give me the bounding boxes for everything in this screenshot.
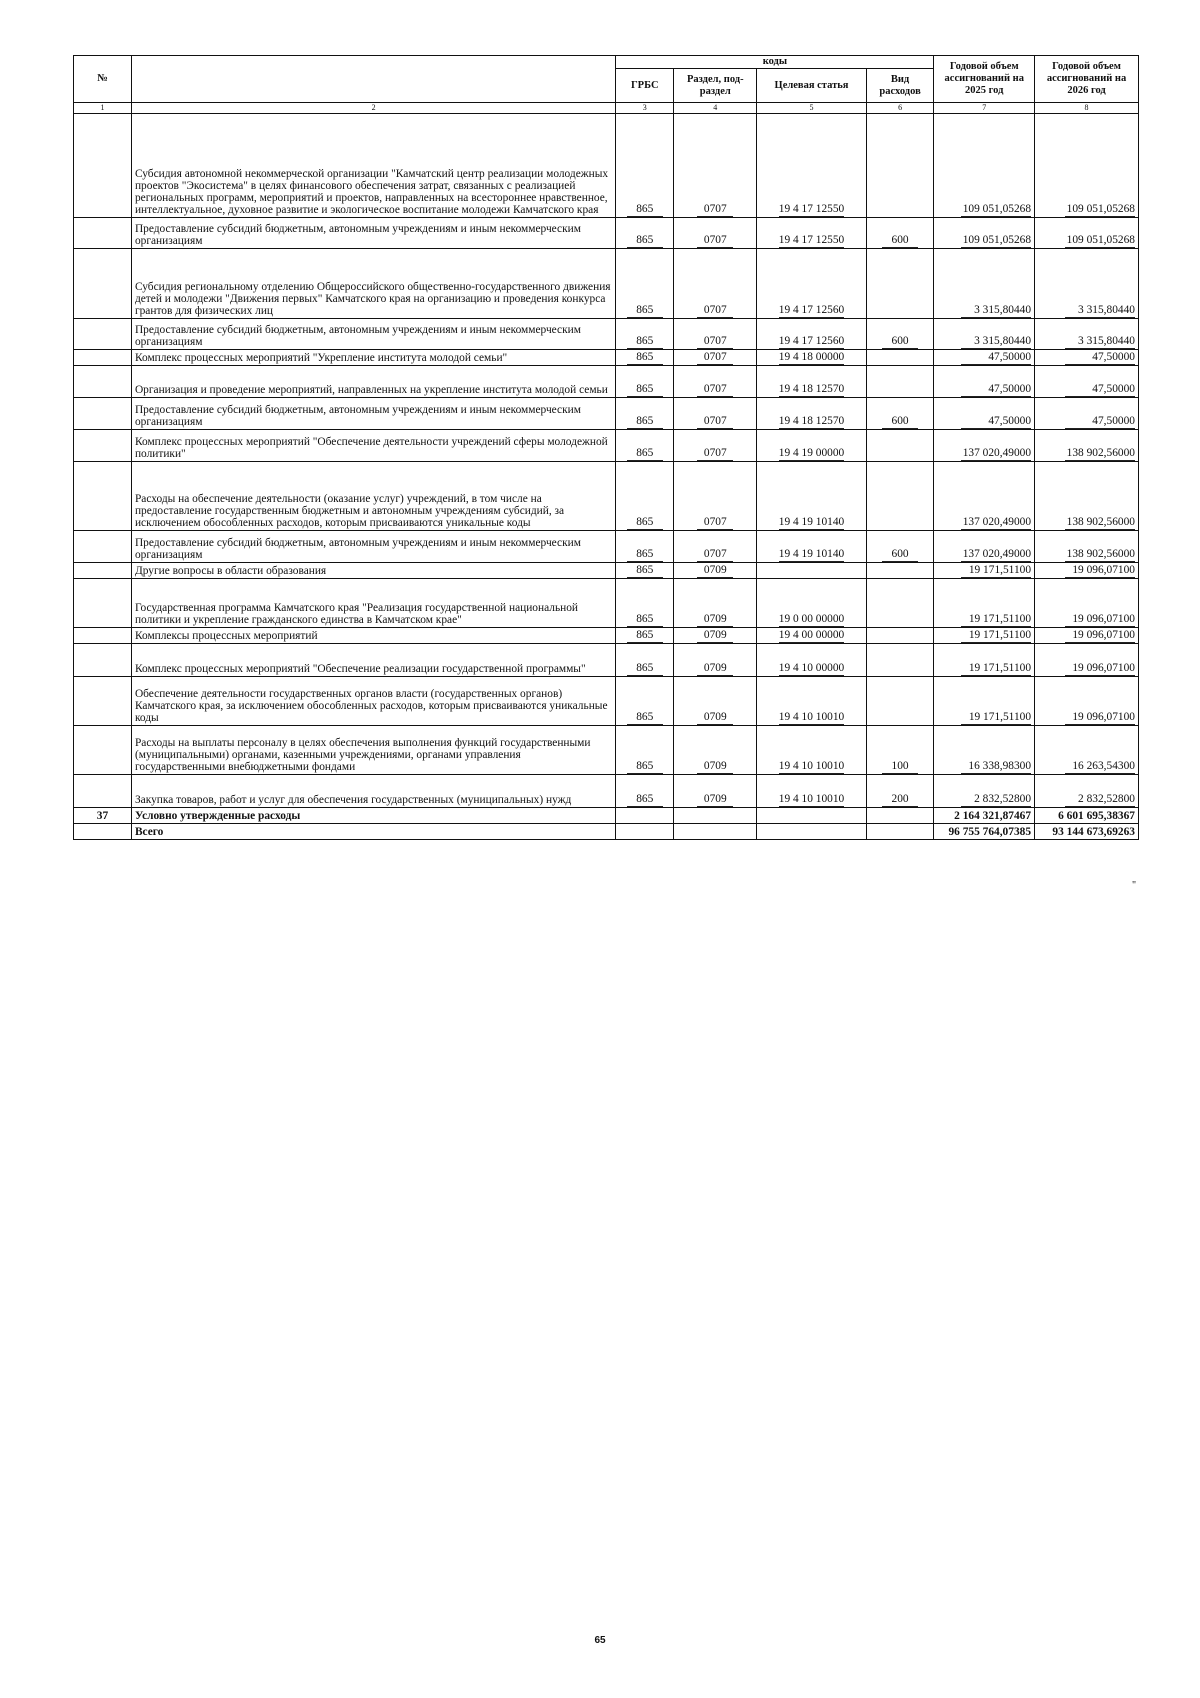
cell-value: 47,50000	[961, 416, 1031, 429]
cell-value: 0709	[697, 614, 733, 627]
cell-value: 0709	[697, 663, 733, 676]
column-numbers-row	[74, 103, 1139, 114]
cell-y2026	[1035, 350, 1139, 366]
cell-grbs	[616, 531, 674, 563]
cell-value: 47,50000	[1065, 416, 1135, 429]
cell-grbs	[616, 775, 674, 808]
cell-value: 138 902,56000	[1066, 548, 1135, 561]
cell-grbs	[616, 563, 674, 579]
cell-y2025	[934, 218, 1035, 249]
cell-value: 865	[627, 549, 663, 562]
cell-value: 19 4 17 12550	[778, 203, 845, 216]
cell-value: 0707	[697, 448, 733, 461]
cell-grbs	[616, 824, 674, 840]
table-row	[74, 531, 1139, 563]
table-row	[74, 563, 1139, 579]
cell-num	[74, 644, 132, 677]
cell-name: Комплекс процессных мероприятий "Обеспечение реализации государственной программы"	[131, 644, 615, 677]
cell-y2025	[934, 775, 1035, 808]
cell-section	[674, 249, 757, 319]
cell-target	[757, 531, 866, 563]
cell-grbs	[616, 644, 674, 677]
cell-value: 47,50000	[1065, 352, 1135, 365]
table-row	[74, 775, 1139, 808]
cell-y2026	[1035, 319, 1139, 350]
table-row	[74, 808, 1139, 824]
cell-value: 865	[627, 336, 663, 349]
cell-value: 19 4 18 12570	[778, 415, 845, 428]
cell-value: 19 4 17 12560	[778, 304, 845, 317]
cell-target	[757, 775, 866, 808]
cell-y2026	[1035, 249, 1139, 319]
cell-y2026	[1035, 430, 1139, 462]
cell-value: 865	[627, 352, 663, 365]
cell-value: 0707	[697, 416, 733, 429]
cell-target	[757, 628, 866, 644]
cell-value: 19 4 18 12570	[778, 383, 845, 396]
cell-grbs	[616, 350, 674, 366]
cell-value: 109 051,05268	[1066, 234, 1135, 247]
cell-value: 138 902,56000	[1066, 516, 1135, 529]
cell-target	[757, 563, 866, 579]
cell-value: 19 171,51100	[961, 565, 1031, 578]
budget-table	[73, 55, 1139, 840]
cell-section	[674, 775, 757, 808]
cell-value: 19 096,07100	[1065, 630, 1135, 643]
column-number: 7	[934, 103, 1035, 114]
cell-value: 19 4 10 10010	[778, 793, 845, 806]
cell-y2025: 2 164 321,87467	[934, 808, 1035, 824]
cell-section	[674, 366, 757, 398]
cell-name: Комплексы процессных мероприятий	[131, 628, 615, 644]
cell-name: Предоставление субсидий бюджетным, автономным учреждениям и иным некоммерческим организациям	[131, 531, 615, 563]
column-number: 8	[1035, 103, 1139, 114]
cell-value: 0709	[697, 565, 733, 578]
cell-value: 109 051,05268	[962, 234, 1032, 247]
header-name	[131, 56, 615, 103]
cell-kind	[866, 824, 934, 840]
table-row	[74, 249, 1139, 319]
cell-y2025	[934, 531, 1035, 563]
cell-value: 865	[627, 416, 663, 429]
cell-grbs	[616, 462, 674, 531]
cell-value: 16 263,54300	[1065, 761, 1135, 774]
cell-section	[674, 218, 757, 249]
cell-grbs	[616, 579, 674, 628]
cell-num	[74, 366, 132, 398]
cell-num	[74, 726, 132, 775]
cell-value: 19 4 17 12560	[778, 335, 845, 348]
cell-value: 138 902,56000	[1066, 447, 1135, 460]
cell-kind	[866, 218, 934, 249]
cell-kind	[866, 114, 934, 218]
cell-value: 19 096,07100	[1065, 663, 1135, 676]
table-row	[74, 628, 1139, 644]
cell-grbs	[616, 430, 674, 462]
cell-y2025	[934, 563, 1035, 579]
cell-value: 600	[882, 549, 918, 562]
cell-y2025	[934, 644, 1035, 677]
cell-grbs	[616, 677, 674, 726]
cell-value: 0707	[697, 204, 733, 217]
cell-kind	[866, 249, 934, 319]
cell-y2025	[934, 462, 1035, 531]
cell-num	[74, 775, 132, 808]
page-number: 65	[594, 1635, 606, 1646]
cell-y2025	[934, 430, 1035, 462]
column-number: 1	[74, 103, 132, 114]
cell-y2025	[934, 319, 1035, 350]
cell-grbs	[616, 319, 674, 350]
cell-num	[74, 319, 132, 350]
cell-grbs	[616, 114, 674, 218]
cell-target	[757, 366, 866, 398]
cell-value: 600	[882, 416, 918, 429]
cell-y2025	[934, 350, 1035, 366]
cell-value: 865	[627, 565, 663, 578]
cell-y2026	[1035, 114, 1139, 218]
cell-section	[674, 628, 757, 644]
cell-value: 865	[627, 448, 663, 461]
cell-y2025	[934, 579, 1035, 628]
cell-num	[74, 579, 132, 628]
cell-target	[757, 808, 866, 824]
cell-value: 100	[882, 761, 918, 774]
cell-section	[674, 579, 757, 628]
cell-name: Предоставление субсидий бюджетным, автономным учреждениям и иным некоммерческим организациям	[131, 398, 615, 430]
cell-section	[674, 726, 757, 775]
cell-y2025	[934, 677, 1035, 726]
cell-value: 19 0 00 00000	[778, 613, 845, 626]
cell-target	[757, 726, 866, 775]
header-codes: коды	[616, 56, 934, 69]
cell-value: 19 096,07100	[1065, 614, 1135, 627]
cell-value: 137 020,49000	[962, 516, 1032, 529]
cell-kind	[866, 531, 934, 563]
cell-value: 19 4 18 00000	[778, 351, 845, 364]
cell-y2026	[1035, 398, 1139, 430]
cell-target	[757, 218, 866, 249]
cell-num	[74, 563, 132, 579]
table-body	[74, 114, 1139, 840]
cell-y2026	[1035, 531, 1139, 563]
cell-value: 16 338,98300	[961, 761, 1031, 774]
cell-value: 0707	[697, 549, 733, 562]
cell-value: 865	[627, 663, 663, 676]
cell-num	[74, 628, 132, 644]
cell-value: 600	[882, 235, 918, 248]
cell-target	[757, 114, 866, 218]
column-number: 4	[674, 103, 757, 114]
cell-value: 19 4 19 00000	[778, 447, 845, 460]
cell-target	[757, 579, 866, 628]
table-row	[74, 824, 1139, 840]
cell-value: 865	[627, 204, 663, 217]
cell-num	[74, 462, 132, 531]
cell-value: 0709	[697, 712, 733, 725]
cell-y2026	[1035, 677, 1139, 726]
cell-grbs	[616, 628, 674, 644]
cell-name: Субсидия региональному отделению Общероссийского общественно-государственного движения детей и молодежи "Движения первых" Камчатского края на организацию и проведения конкурса грантов для физических лиц	[131, 249, 615, 319]
cell-section	[674, 563, 757, 579]
cell-num	[74, 531, 132, 563]
cell-y2026	[1035, 579, 1139, 628]
cell-section	[674, 808, 757, 824]
cell-target	[757, 824, 866, 840]
cell-num	[74, 218, 132, 249]
column-number: 6	[866, 103, 934, 114]
cell-value: 19 4 00 00000	[778, 629, 845, 642]
cell-kind	[866, 319, 934, 350]
cell-y2026	[1035, 563, 1139, 579]
cell-grbs	[616, 808, 674, 824]
cell-value: 19 4 10 10010	[778, 760, 845, 773]
cell-value: 0709	[697, 794, 733, 807]
cell-target	[757, 319, 866, 350]
cell-value: 19 171,51100	[961, 663, 1031, 676]
cell-y2025: 96 755 764,07385	[934, 824, 1035, 840]
cell-num	[74, 249, 132, 319]
cell-value: 19 171,51100	[961, 712, 1031, 725]
cell-y2026	[1035, 366, 1139, 398]
cell-value: 19 096,07100	[1065, 712, 1135, 725]
table-row	[74, 366, 1139, 398]
cell-section	[674, 319, 757, 350]
cell-value: 2 832,52800	[1065, 794, 1135, 807]
cell-value: 47,50000	[961, 352, 1031, 365]
cell-num	[74, 398, 132, 430]
cell-value: 865	[627, 517, 663, 530]
cell-name: Закупка товаров, работ и услуг для обеспечения государственных (муниципальных) нужд	[131, 775, 615, 808]
cell-name: Расходы на выплаты персоналу в целях обеспечения выполнения функций государственными (муниципальными) органами, казенными учреждениями, органами управления государственными внебюджетными фондами	[131, 726, 615, 775]
cell-kind	[866, 726, 934, 775]
cell-y2026	[1035, 218, 1139, 249]
cell-value: 19 4 10 10010	[778, 711, 845, 724]
table-row	[74, 114, 1139, 218]
table-row	[74, 430, 1139, 462]
column-number: 5	[757, 103, 866, 114]
table-row	[74, 579, 1139, 628]
closing-quote-mark: "	[1132, 880, 1137, 891]
cell-y2025	[934, 628, 1035, 644]
cell-value: 200	[882, 794, 918, 807]
cell-kind	[866, 579, 934, 628]
cell-section	[674, 462, 757, 531]
cell-value: 19 096,07100	[1065, 565, 1135, 578]
cell-section	[674, 430, 757, 462]
cell-target	[757, 398, 866, 430]
column-number: 2	[131, 103, 615, 114]
cell-section	[674, 531, 757, 563]
cell-value: 0707	[697, 235, 733, 248]
cell-value: 865	[627, 761, 663, 774]
header-2026: Годовой объем ассигнований на 2026 год	[1035, 56, 1139, 103]
cell-value: 0707	[697, 352, 733, 365]
cell-y2026	[1035, 726, 1139, 775]
header-kind: Вид расходов	[866, 69, 934, 103]
header-grbs: ГРБС	[616, 69, 674, 103]
cell-grbs	[616, 398, 674, 430]
cell-target	[757, 249, 866, 319]
cell-section	[674, 644, 757, 677]
cell-name: Комплекс процессных мероприятий "Укрепление института молодой семьи"	[131, 350, 615, 366]
cell-name: Организация и проведение мероприятий, направленных на укрепление института молодой семьи	[131, 366, 615, 398]
cell-target	[757, 350, 866, 366]
cell-value: 19 4 19 10140	[778, 548, 845, 561]
cell-num	[74, 824, 132, 840]
cell-section	[674, 677, 757, 726]
cell-name: Всего	[131, 824, 615, 840]
cell-target	[757, 677, 866, 726]
cell-kind	[866, 563, 934, 579]
cell-name: Государственная программа Камчатского края "Реализация государственной национальной политики и укрепление гражданского единства в Камчатском крае"	[131, 579, 615, 628]
cell-section	[674, 824, 757, 840]
cell-name: Другие вопросы в области образования	[131, 563, 615, 579]
cell-y2026	[1035, 628, 1139, 644]
column-number: 3	[616, 103, 674, 114]
cell-value: 0709	[697, 630, 733, 643]
cell-value: 137 020,49000	[962, 548, 1032, 561]
cell-value: 865	[627, 614, 663, 627]
cell-kind	[866, 775, 934, 808]
cell-name: Субсидия автономной некоммерческой организации "Камчатский центр реализации молодежных проектов "Экосистема" в целях финансового обеспечения затрат, связанных с реализацией региональных программ, мероприятий и проектов, направленных на всестороннее нравственное, интеллектуальное, духовное развитие и экологическое воспитание молодежи Камчатского края	[131, 114, 615, 218]
cell-y2026	[1035, 462, 1139, 531]
cell-kind	[866, 462, 934, 531]
cell-value: 109 051,05268	[962, 203, 1032, 216]
cell-value: 19 171,51100	[961, 614, 1031, 627]
cell-value: 865	[627, 712, 663, 725]
cell-num	[74, 350, 132, 366]
cell-value: 865	[627, 305, 663, 318]
cell-value: 865	[627, 384, 663, 397]
cell-value: 0707	[697, 305, 733, 318]
cell-grbs	[616, 726, 674, 775]
cell-name: Условно утвержденные расходы	[131, 808, 615, 824]
cell-kind	[866, 398, 934, 430]
table-row	[74, 726, 1139, 775]
cell-y2026	[1035, 775, 1139, 808]
cell-value: 2 832,52800	[961, 794, 1031, 807]
cell-y2025	[934, 249, 1035, 319]
cell-name: Обеспечение деятельности государственных органов власти (государственных органов) Камчатского края, за исключением обособленных расходов, которым присваиваются уникальные коды	[131, 677, 615, 726]
cell-value: 0709	[697, 761, 733, 774]
cell-y2026: 93 144 673,69263	[1035, 824, 1139, 840]
cell-num: 37	[74, 808, 132, 824]
cell-value: 3 315,80440	[1065, 305, 1135, 318]
cell-value: 19 4 10 00000	[778, 662, 845, 675]
cell-name: Расходы на обеспечение деятельности (оказание услуг) учреждений, в том числе на предоставление государственным бюджетным и автономным учреждениям субсидий, за исключением обособленных расходов, которым присваиваются уникальные коды	[131, 462, 615, 531]
cell-section	[674, 350, 757, 366]
cell-value: 0707	[697, 517, 733, 530]
cell-name: Предоставление субсидий бюджетным, автономным учреждениям и иным некоммерческим организациям	[131, 218, 615, 249]
header-section: Раздел, под-раздел	[674, 69, 757, 103]
cell-num	[74, 114, 132, 218]
cell-num	[74, 430, 132, 462]
cell-y2025	[934, 366, 1035, 398]
cell-value: 0707	[697, 336, 733, 349]
cell-target	[757, 430, 866, 462]
cell-value: 137 020,49000	[962, 447, 1032, 460]
cell-value: 865	[627, 794, 663, 807]
cell-kind	[866, 350, 934, 366]
cell-grbs	[616, 249, 674, 319]
cell-value: 600	[882, 336, 918, 349]
cell-grbs	[616, 218, 674, 249]
cell-kind	[866, 644, 934, 677]
cell-value: 865	[627, 235, 663, 248]
cell-value: 3 315,80440	[1065, 336, 1135, 349]
cell-section	[674, 114, 757, 218]
cell-value: 47,50000	[961, 384, 1031, 397]
cell-target	[757, 462, 866, 531]
cell-kind	[866, 366, 934, 398]
cell-y2026	[1035, 644, 1139, 677]
table-row	[74, 319, 1139, 350]
cell-value: 47,50000	[1065, 384, 1135, 397]
cell-value: 3 315,80440	[961, 305, 1031, 318]
cell-y2026: 6 601 695,38367	[1035, 808, 1139, 824]
cell-value: 0707	[697, 384, 733, 397]
header-num: №	[74, 56, 132, 103]
cell-grbs	[616, 366, 674, 398]
cell-value: 19 171,51100	[961, 630, 1031, 643]
cell-name: Предоставление субсидий бюджетным, автономным учреждениям и иным некоммерческим организациям	[131, 319, 615, 350]
cell-y2025	[934, 114, 1035, 218]
cell-value: 19 4 17 12550	[778, 234, 845, 247]
cell-y2025	[934, 726, 1035, 775]
table-row	[74, 350, 1139, 366]
cell-section	[674, 398, 757, 430]
cell-value: 3 315,80440	[961, 336, 1031, 349]
table-row	[74, 218, 1139, 249]
header-target: Целевая статья	[757, 69, 866, 103]
cell-kind	[866, 430, 934, 462]
cell-kind	[866, 677, 934, 726]
cell-value: 19 4 19 10140	[778, 516, 845, 529]
cell-num	[74, 677, 132, 726]
cell-target	[757, 644, 866, 677]
table-row	[74, 462, 1139, 531]
cell-value: 109 051,05268	[1066, 203, 1135, 216]
table-row	[74, 398, 1139, 430]
cell-name: Комплекс процессных мероприятий "Обеспечение деятельности учреждений сферы молодежной политики"	[131, 430, 615, 462]
cell-y2025	[934, 398, 1035, 430]
header-2025: Годовой объем ассигнований на 2025 год	[934, 56, 1035, 103]
table-row	[74, 644, 1139, 677]
cell-value: 865	[627, 630, 663, 643]
cell-kind	[866, 628, 934, 644]
table-row	[74, 677, 1139, 726]
cell-kind	[866, 808, 934, 824]
